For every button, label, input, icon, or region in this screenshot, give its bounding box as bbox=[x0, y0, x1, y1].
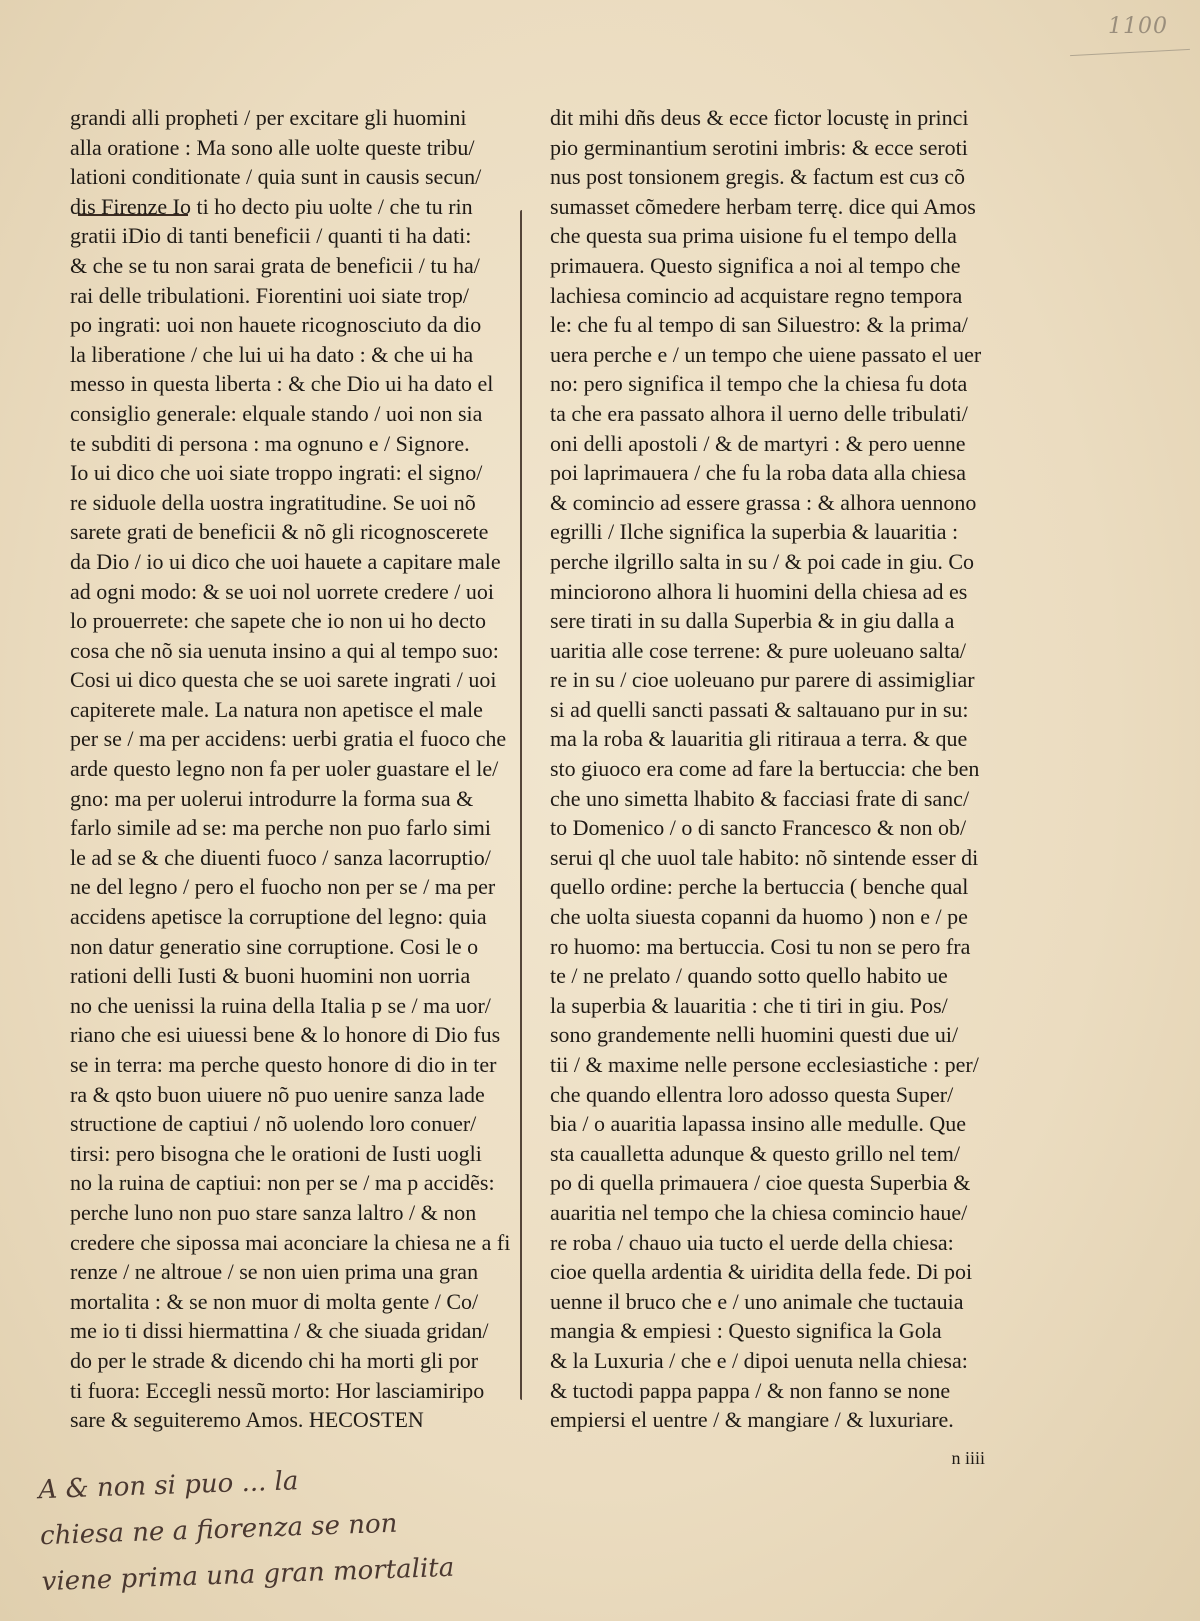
text-line: Io ui dico che uoi siate troppo ingrati: el signo/ bbox=[70, 460, 483, 486]
text-line: mortalita : & se non muor di molta gente / Co/ bbox=[70, 1288, 479, 1314]
text-line: capiterete male. La natura non apetisce el male bbox=[70, 696, 483, 722]
pencil-rule bbox=[1070, 49, 1190, 56]
text-line: lationi conditionate / quia sunt in causis secun/ bbox=[70, 164, 482, 190]
text-line: dis Firenze Io ti ho decto piu uolte / che tu rin bbox=[70, 193, 473, 219]
text-line: uenne il bruco che e / uno animale che tuctauia bbox=[550, 1288, 964, 1314]
text-line: consiglio generale: elquale stando / uoi non sia bbox=[70, 400, 483, 426]
text-line: tirsi: pero bisogna che le orationi de Iusti uogli bbox=[70, 1140, 482, 1166]
text-line: alla oratione : Ma sono alle uolte queste tribu/ bbox=[70, 134, 475, 160]
text-line: cioe quella ardentia & uiridita della fede. Di poi bbox=[550, 1259, 973, 1285]
text-line: cosa che nõ sia uenuta insino a qui al tempo suo: bbox=[70, 637, 499, 663]
text-line: perche ilgrillo salta in su / & poi cade in giu. Co bbox=[550, 548, 975, 574]
text-line: poi laprimauera / che fu la roba data alla chiesa bbox=[550, 460, 966, 486]
text-line: le: che fu al tempo di san Siluestro: & la prima/ bbox=[550, 312, 968, 338]
text-line: dit mihi dñs deus & ecce fictor locustę in princi bbox=[550, 105, 969, 130]
text-line: & comincio ad essere grassa : & alhora uennono bbox=[550, 489, 977, 515]
text-line: che quando ellentra loro adosso questa Super/ bbox=[550, 1081, 954, 1107]
text-line: ra & qsto buon uiuere nõ puo uenire sanza lade bbox=[70, 1081, 485, 1107]
text-line: lo prouerrete: che sapete che io non ui ho decto bbox=[70, 608, 487, 634]
annotation-line: A & non si puo ... la bbox=[37, 1466, 299, 1506]
text-line: ma la roba & lauaritia gli ritiraua a terra. & que bbox=[550, 726, 968, 752]
text-line: non datur generatio sine corruptione. Cosi le o bbox=[70, 933, 479, 959]
text-line: egrilli / Ilche significa la superbia & lauaritia : bbox=[550, 519, 959, 545]
text-line: ne del legno / pero el fuocho non per se / ma per bbox=[70, 874, 496, 900]
text-line: perche luno non puo stare sanza laltro / & non bbox=[70, 1199, 477, 1225]
text-line: sono grandemente nelli huomini questi due ui/ bbox=[550, 1022, 959, 1048]
text-line: re roba / chauo uia tucto el uerde della chiesa: bbox=[550, 1229, 954, 1255]
text-line: & che se tu non sarai grata de beneficii / tu ha/ bbox=[70, 252, 480, 278]
text-line: re in su / cioe uoleuano pur parere di assimigliar bbox=[550, 667, 975, 693]
text-line: la liberatione / che lui ui ha dato : & che ui ha bbox=[70, 341, 474, 367]
text-line: sto giuoco era come ad fare la bertuccia: che ben bbox=[550, 756, 980, 782]
text-line: ad ogni modo: & se uoi nol uorrete credere / uoi bbox=[70, 578, 494, 604]
text-line: credere che sipossa mai aconciare la chiesa ne a fi bbox=[70, 1229, 511, 1255]
text-line: no: pero significa il tempo che la chiesa fu dota bbox=[550, 371, 968, 397]
text-line: sare & seguiteremo Amos. HECOSTEN bbox=[70, 1407, 424, 1433]
text-line: che questa sua prima uisione fu el tempo della bbox=[550, 223, 957, 249]
text-line: renze / ne altroue / se non uien prima una gran bbox=[70, 1259, 479, 1285]
right-column bbox=[550, 103, 1020, 1435]
text-line: mangia & empiesi : Questo significa la Gola bbox=[550, 1318, 942, 1344]
text-line: che uolta siuesta copanni da huomo ) non e / pe bbox=[550, 904, 968, 930]
text-line: la superbia & lauaritia : che ti tiri in giu. Pos/ bbox=[550, 992, 948, 1018]
text-line: primauera. Questo significa a noi al tempo che bbox=[550, 252, 961, 278]
text-line: rationi delli Iusti & buoni huomini non uorria bbox=[70, 963, 471, 989]
text-line: da Dio / io ui dico che uoi hauete a capitare male bbox=[70, 548, 501, 574]
text-line: arde questo legno non fa per uoler guastare el le/ bbox=[70, 756, 499, 782]
text-line: te subditi di persona : ma ognuno e / Signore. bbox=[70, 430, 470, 456]
text-line: nus post tonsionem gregis. & factum est cuз cõ bbox=[550, 164, 966, 190]
text-line: sta caualletta adunque & questo grillo nel tem/ bbox=[550, 1140, 960, 1166]
text-line: si ad quelli sancti passati & saltauano pur in su: bbox=[550, 696, 969, 722]
left-column bbox=[70, 103, 520, 1435]
text-line: te / ne prelato / quando sotto quello habito ue bbox=[550, 963, 948, 989]
annotation-line: viene prima una gran mortalita bbox=[41, 1552, 455, 1598]
text-line: empiersi el uentre / & mangiare / & luxuriare. bbox=[550, 1407, 954, 1433]
text-line: po di quella primauera / cioe questa Superbia & bbox=[550, 1170, 971, 1196]
text-line: sumasset cõmedere herbam terrę. dice qui Amos bbox=[550, 193, 976, 219]
text-line: oni delli apostoli / & de martyri : & pero uenne bbox=[550, 430, 966, 456]
folio-number: 1100 bbox=[1108, 14, 1168, 39]
text-line: uaritia alle cose terrene: & pure uoleuano salta/ bbox=[550, 637, 966, 663]
text-line: lachiesa comincio ad acquistare regno tempora bbox=[550, 282, 963, 308]
text-line: no che uenissi la ruina della Italia p se / ma uor/ bbox=[70, 992, 491, 1018]
text-line: le ad se & che diuenti fuoco / sanza lacorruptio/ bbox=[70, 844, 491, 870]
text-line: no la ruina de captiui: non per se / ma p accidẽs: bbox=[70, 1170, 495, 1196]
text-line: auaritia nel tempo che la chiesa comincio haue/ bbox=[550, 1199, 968, 1225]
text-line: gratii iDio di tanti beneficii / quanti ti ha dati: bbox=[70, 223, 472, 249]
signature-mark: n iiii bbox=[951, 1448, 985, 1468]
text-line: ro huomo: ma bertuccia. Cosi tu non se pero fra bbox=[550, 933, 971, 959]
text-line: & tuctodi pappa pappa / & non fanno se none bbox=[550, 1377, 951, 1403]
handwritten-annotation bbox=[38, 1453, 455, 1605]
text-line: rai delle tribulationi. Fiorentini uoi siate trop/ bbox=[70, 282, 469, 308]
text-line: uera perche e / un tempo che uiene passato el uer bbox=[550, 341, 982, 367]
text-line: accidens apetisce la corruptione del legno: quia bbox=[70, 904, 487, 930]
text-line: me io ti dissi hiermattina / & che siuada gridan/ bbox=[70, 1318, 489, 1344]
text-line: ta che era passato alhora il uerno delle tribulati/ bbox=[550, 400, 968, 426]
text-line: & la Luxuria / che e / dipoi uenuta nella chiesa: bbox=[550, 1347, 968, 1373]
text-line: messo in questa liberta : & che Dio ui ha dato el bbox=[70, 371, 494, 397]
text-line: riano che esi uiuessi bene & lo honore di Dio fus bbox=[70, 1022, 501, 1048]
text-line: sarete grati de beneficii & nõ gli ricognoscerete bbox=[70, 519, 489, 545]
margin-bracket bbox=[520, 210, 528, 1400]
text-line: bia / o auaritia lapassa insino alle medulle. Que bbox=[550, 1111, 967, 1137]
text-line: farlo simile ad se: ma perche non puo farlo simi bbox=[70, 815, 491, 841]
text-line: do per le strade & dicendo chi ha morti gli por bbox=[70, 1347, 479, 1373]
text-line: gno: ma per uolerui introdurre la forma sua & bbox=[70, 785, 474, 811]
text-line: sere tirati in su dalla Superbia & in giu dalla a bbox=[550, 608, 955, 634]
text-line: quello ordine: perche la bertuccia ( benche qual bbox=[550, 874, 969, 900]
text-line: re siduole della uostra ingratitudine. Se uoi nõ bbox=[70, 489, 476, 515]
text-line: structione de captiui / nõ uolendo loro conuer/ bbox=[70, 1111, 477, 1137]
text-line: minciorono alhora li huomini della chiesa ad es bbox=[550, 578, 968, 604]
text-line: to Domenico / o di sancto Francesco & non ob/ bbox=[550, 815, 967, 841]
text-line: Cosi ui dico questa che se uoi sarete ingrati / uoi bbox=[70, 667, 497, 693]
text-line: tii / & maxime nelle persone ecclesiastiche : per/ bbox=[550, 1052, 979, 1077]
text-line: serui ql che uuol tale habito: nõ sintende esser di bbox=[550, 844, 979, 870]
text-line: pio germinantium serotini imbris: & ecce seroti bbox=[550, 134, 968, 160]
text-line: ti fuora: Eccegli nessũ morto: Hor lasciamiripo bbox=[70, 1377, 485, 1403]
text-line: grandi alli propheti / per excitare gli huomini bbox=[70, 105, 467, 130]
text-line: che uno simetta lhabito & facciasi frate di sanc/ bbox=[550, 785, 970, 811]
text-line: per se / ma per accidens: uerbi gratia el fuoco che bbox=[70, 726, 507, 752]
text-line: po ingrati: uoi non hauete ricognosciuto da dio bbox=[70, 312, 482, 338]
text-line: se in terra: ma perche questo honore di dio in ter bbox=[70, 1052, 497, 1077]
annotation-line: chiesa ne a fiorenza se non bbox=[39, 1508, 398, 1552]
